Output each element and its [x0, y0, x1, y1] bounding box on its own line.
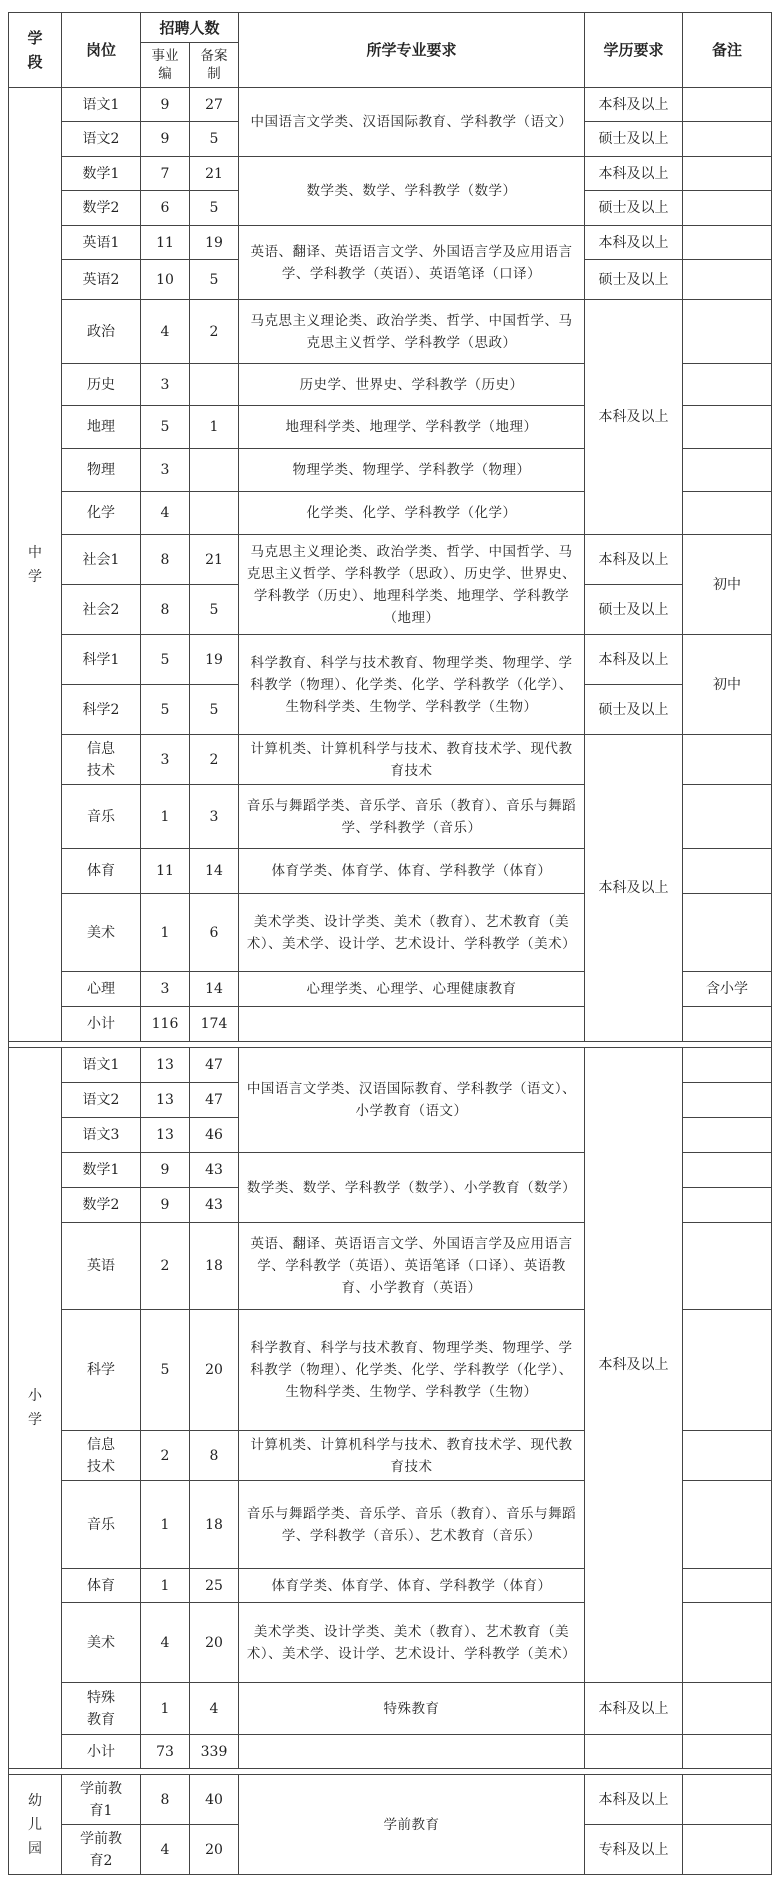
post-cell: 政治 — [62, 300, 141, 364]
beian-cell: 47 — [190, 1083, 239, 1118]
beian-cell: 20 — [190, 1603, 239, 1683]
shiye-cell: 9 — [141, 88, 190, 122]
note-cell — [683, 406, 772, 449]
post-cell: 英语1 — [62, 226, 141, 260]
header-xueli: 学历要求 — [585, 13, 683, 88]
header-beizhu: 备注 — [683, 13, 772, 88]
major-cell: 数学类、数学、学科教学（数学）、小学教育（数学） — [239, 1153, 585, 1223]
shiye-cell: 3 — [141, 449, 190, 492]
shiye-cell: 13 — [141, 1048, 190, 1083]
beian-cell: 4 — [190, 1683, 239, 1735]
beian-cell: 174 — [190, 1007, 239, 1042]
major-cell: 特殊教育 — [239, 1683, 585, 1735]
recruitment-table — [8, 12, 772, 1875]
subtotal-row — [9, 1735, 772, 1769]
shiye-cell: 4 — [141, 300, 190, 364]
note-cell — [683, 300, 772, 364]
edu-cell: 硕士及以上 — [585, 260, 683, 300]
post-cell: 学前教育1 — [62, 1775, 141, 1825]
table-row — [9, 1683, 772, 1735]
beian-cell: 27 — [190, 88, 239, 122]
shiye-cell: 13 — [141, 1118, 190, 1153]
edu-cell: 本科及以上 — [585, 1683, 683, 1735]
beian-cell: 20 — [190, 1310, 239, 1431]
shiye-cell: 1 — [141, 1569, 190, 1603]
note-cell — [683, 1048, 772, 1083]
post-cell: 音乐 — [62, 1481, 141, 1569]
edu-cell: 硕士及以上 — [585, 191, 683, 226]
shiye-cell: 3 — [141, 972, 190, 1007]
beian-cell: 5 — [190, 685, 239, 735]
note-cell — [683, 1431, 772, 1481]
header-shiye: 事业编 — [141, 43, 190, 88]
shiye-cell: 5 — [141, 685, 190, 735]
note-cell — [683, 1083, 772, 1118]
shiye-cell: 13 — [141, 1083, 190, 1118]
post-cell: 信息技术 — [62, 735, 141, 785]
beian-cell: 6 — [190, 894, 239, 972]
post-cell: 社会1 — [62, 535, 141, 585]
shiye-cell: 5 — [141, 635, 190, 685]
edu-cell: 硕士及以上 — [585, 685, 683, 735]
header-beian: 备案制 — [190, 43, 239, 88]
major-cell: 科学教育、科学与技术教育、物理学类、物理学、学科教学（物理）、化学类、化学、学科教学（化学）、生物科学类、生物学、学科教学（生物） — [239, 635, 585, 735]
major-cell: 计算机类、计算机科学与技术、教育技术学、现代教育技术 — [239, 1431, 585, 1481]
beian-cell: 14 — [190, 972, 239, 1007]
major-cell: 英语、翻译、英语语言文学、外国语言学及应用语言学、学科教学（英语）、英语笔译（口译）、英语教育、小学教育（英语） — [239, 1223, 585, 1310]
beian-cell: 1 — [190, 406, 239, 449]
shiye-cell: 73 — [141, 1735, 190, 1769]
note-cell — [683, 1735, 772, 1769]
post-cell: 语文1 — [62, 1048, 141, 1083]
post-cell: 社会2 — [62, 585, 141, 635]
post-cell: 数学2 — [62, 191, 141, 226]
beian-cell — [190, 449, 239, 492]
table-row — [9, 535, 772, 585]
major-cell: 科学教育、科学与技术教育、物理学类、物理学、学科教学（物理）、化学类、化学、学科教学（化学）、生物科学类、生物学、学科教学（生物） — [239, 1310, 585, 1431]
table-row — [9, 300, 772, 364]
shiye-cell: 5 — [141, 1310, 190, 1431]
major-cell: 物理学类、物理学、学科教学（物理） — [239, 449, 585, 492]
major-cell: 音乐与舞蹈学类、音乐学、音乐（教育）、音乐与舞蹈学、学科教学（音乐） — [239, 785, 585, 849]
note-cell — [683, 157, 772, 191]
major-cell: 数学类、数学、学科教学（数学） — [239, 157, 585, 226]
major-cell: 马克思主义理论类、政治学类、哲学、中国哲学、马克思主义哲学、学科教学（思政）、历史学、世界史、学科教学（历史）、地理科学类、地理学、学科教学（地理） — [239, 535, 585, 635]
note-cell — [683, 226, 772, 260]
note-cell — [683, 1825, 772, 1875]
post-cell: 数学1 — [62, 1153, 141, 1188]
note-cell — [683, 191, 772, 226]
note-cell — [683, 785, 772, 849]
post-cell: 体育 — [62, 849, 141, 894]
major-cell: 美术学类、设计学类、美术（教育）、艺术教育（美术）、美术学、设计学、艺术设计、学科教学（美术） — [239, 1603, 585, 1683]
major-cell: 体育学类、体育学、体育、学科教学（体育） — [239, 1569, 585, 1603]
major-cell: 体育学类、体育学、体育、学科教学（体育） — [239, 849, 585, 894]
shiye-cell: 1 — [141, 894, 190, 972]
post-cell: 小计 — [62, 1735, 141, 1769]
edu-cell: 本科及以上 — [585, 157, 683, 191]
note-cell — [683, 1569, 772, 1603]
edu-cell: 本科及以上 — [585, 226, 683, 260]
major-cell: 计算机类、计算机科学与技术、教育技术学、现代教育技术 — [239, 735, 585, 785]
edu-cell: 专科及以上 — [585, 1825, 683, 1875]
post-cell: 科学1 — [62, 635, 141, 685]
post-cell: 科学2 — [62, 685, 141, 735]
beian-cell: 46 — [190, 1118, 239, 1153]
shiye-cell: 6 — [141, 191, 190, 226]
major-cell: 中国语言文学类、汉语国际教育、学科教学（语文） — [239, 88, 585, 157]
post-cell: 美术 — [62, 894, 141, 972]
note-cell — [683, 260, 772, 300]
note-cell — [683, 122, 772, 157]
beian-cell: 19 — [190, 226, 239, 260]
note-cell — [683, 735, 772, 785]
shiye-cell: 1 — [141, 1683, 190, 1735]
note-cell — [683, 1188, 772, 1223]
section-primary: 小学 — [9, 1048, 62, 1769]
beian-cell: 2 — [190, 300, 239, 364]
post-cell: 学前教育2 — [62, 1825, 141, 1875]
major-cell: 中国语言文学类、汉语国际教育、学科教学（语文）、小学教育（语文） — [239, 1048, 585, 1153]
major-cell: 地理科学类、地理学、学科教学（地理） — [239, 406, 585, 449]
major-cell: 英语、翻译、英语语言文学、外国语言学及应用语言学、学科教学（英语）、英语笔译（口译） — [239, 226, 585, 300]
post-cell: 英语2 — [62, 260, 141, 300]
shiye-cell: 4 — [141, 492, 190, 535]
header-renshu: 招聘人数 — [141, 13, 239, 43]
beian-cell: 40 — [190, 1775, 239, 1825]
edu-cell: 本科及以上 — [585, 1048, 683, 1683]
beian-cell: 3 — [190, 785, 239, 849]
beian-cell: 5 — [190, 191, 239, 226]
note-cell — [683, 1153, 772, 1188]
note-cell — [683, 1007, 772, 1042]
post-cell: 特殊教育 — [62, 1683, 141, 1735]
beian-cell: 18 — [190, 1481, 239, 1569]
shiye-cell: 11 — [141, 849, 190, 894]
note-cell: 初中 — [683, 635, 772, 735]
beian-cell: 25 — [190, 1569, 239, 1603]
shiye-cell: 3 — [141, 364, 190, 406]
table-row — [9, 735, 772, 785]
note-cell — [683, 1223, 772, 1310]
beian-cell: 18 — [190, 1223, 239, 1310]
post-cell: 科学 — [62, 1310, 141, 1431]
shiye-cell: 11 — [141, 226, 190, 260]
shiye-cell: 4 — [141, 1825, 190, 1875]
major-cell: 音乐与舞蹈学类、音乐学、音乐（教育）、音乐与舞蹈学、学科教学（音乐）、艺术教育（音乐） — [239, 1481, 585, 1569]
post-cell: 语文2 — [62, 1083, 141, 1118]
beian-cell: 14 — [190, 849, 239, 894]
header-xueduan: 学段 — [9, 13, 62, 88]
major-cell: 学前教育 — [239, 1775, 585, 1875]
shiye-cell: 10 — [141, 260, 190, 300]
beian-cell: 5 — [190, 122, 239, 157]
note-cell — [683, 1481, 772, 1569]
beian-cell: 21 — [190, 157, 239, 191]
beian-cell: 5 — [190, 260, 239, 300]
edu-cell: 本科及以上 — [585, 635, 683, 685]
shiye-cell: 4 — [141, 1603, 190, 1683]
post-cell: 英语 — [62, 1223, 141, 1310]
edu-cell: 硕士及以上 — [585, 122, 683, 157]
note-cell — [683, 1310, 772, 1431]
note-cell — [683, 1775, 772, 1825]
major-cell: 化学类、化学、学科教学（化学） — [239, 492, 585, 535]
post-cell: 化学 — [62, 492, 141, 535]
major-cell: 美术学类、设计学类、美术（教育）、艺术教育（美术）、美术学、设计学、艺术设计、学科教学（美术） — [239, 894, 585, 972]
major-cell: 马克思主义理论类、政治学类、哲学、中国哲学、马克思主义哲学、学科教学（思政） — [239, 300, 585, 364]
post-cell: 心理 — [62, 972, 141, 1007]
edu-cell: 本科及以上 — [585, 535, 683, 585]
post-cell: 数学2 — [62, 1188, 141, 1223]
table-row — [9, 1048, 772, 1083]
shiye-cell: 7 — [141, 157, 190, 191]
major-cell — [239, 1735, 585, 1769]
post-cell: 体育 — [62, 1569, 141, 1603]
table-row — [9, 635, 772, 685]
beian-cell — [190, 492, 239, 535]
post-cell: 信息技术 — [62, 1431, 141, 1481]
edu-cell: 本科及以上 — [585, 88, 683, 122]
note-cell — [683, 88, 772, 122]
beian-cell: 5 — [190, 585, 239, 635]
note-cell — [683, 449, 772, 492]
note-cell — [683, 364, 772, 406]
shiye-cell: 116 — [141, 1007, 190, 1042]
note-cell: 初中 — [683, 535, 772, 635]
beian-cell: 21 — [190, 535, 239, 585]
section-kinder: 幼儿园 — [9, 1775, 62, 1875]
post-cell: 语文1 — [62, 88, 141, 122]
post-cell: 语文2 — [62, 122, 141, 157]
post-cell: 数学1 — [62, 157, 141, 191]
note-cell — [683, 894, 772, 972]
table-row — [9, 1775, 772, 1825]
shiye-cell: 8 — [141, 585, 190, 635]
table-row — [9, 88, 772, 122]
post-cell: 语文3 — [62, 1118, 141, 1153]
note-cell — [683, 1683, 772, 1735]
beian-cell: 20 — [190, 1825, 239, 1875]
shiye-cell: 9 — [141, 1188, 190, 1223]
post-cell: 音乐 — [62, 785, 141, 849]
note-cell — [683, 492, 772, 535]
major-cell: 历史学、世界史、学科教学（历史） — [239, 364, 585, 406]
beian-cell: 2 — [190, 735, 239, 785]
table-row — [9, 226, 772, 260]
post-cell: 历史 — [62, 364, 141, 406]
shiye-cell: 8 — [141, 1775, 190, 1825]
beian-cell — [190, 364, 239, 406]
beian-cell: 8 — [190, 1431, 239, 1481]
edu-cell: 本科及以上 — [585, 1775, 683, 1825]
edu-cell: 硕士及以上 — [585, 585, 683, 635]
beian-cell: 19 — [190, 635, 239, 685]
edu-cell — [585, 1735, 683, 1769]
shiye-cell: 8 — [141, 535, 190, 585]
note-cell — [683, 1603, 772, 1683]
beian-cell: 43 — [190, 1188, 239, 1223]
section-middle: 中学 — [9, 88, 62, 1042]
shiye-cell: 3 — [141, 735, 190, 785]
header-row-1 — [9, 13, 772, 43]
note-cell — [683, 849, 772, 894]
shiye-cell: 1 — [141, 1481, 190, 1569]
header-zhuanye: 所学专业要求 — [239, 13, 585, 88]
beian-cell: 47 — [190, 1048, 239, 1083]
post-cell: 地理 — [62, 406, 141, 449]
edu-cell: 本科及以上 — [585, 735, 683, 1042]
post-cell: 物理 — [62, 449, 141, 492]
table-row — [9, 157, 772, 191]
shiye-cell: 2 — [141, 1431, 190, 1481]
post-cell: 美术 — [62, 1603, 141, 1683]
major-cell: 心理学类、心理学、心理健康教育 — [239, 972, 585, 1007]
note-cell: 含小学 — [683, 972, 772, 1007]
shiye-cell: 1 — [141, 785, 190, 849]
shiye-cell: 2 — [141, 1223, 190, 1310]
edu-cell: 本科及以上 — [585, 300, 683, 535]
post-cell: 小计 — [62, 1007, 141, 1042]
note-cell — [683, 1118, 772, 1153]
shiye-cell: 5 — [141, 406, 190, 449]
beian-cell: 339 — [190, 1735, 239, 1769]
shiye-cell: 9 — [141, 1153, 190, 1188]
shiye-cell: 9 — [141, 122, 190, 157]
header-gangwei: 岗位 — [62, 13, 141, 88]
beian-cell: 43 — [190, 1153, 239, 1188]
major-cell — [239, 1007, 585, 1042]
